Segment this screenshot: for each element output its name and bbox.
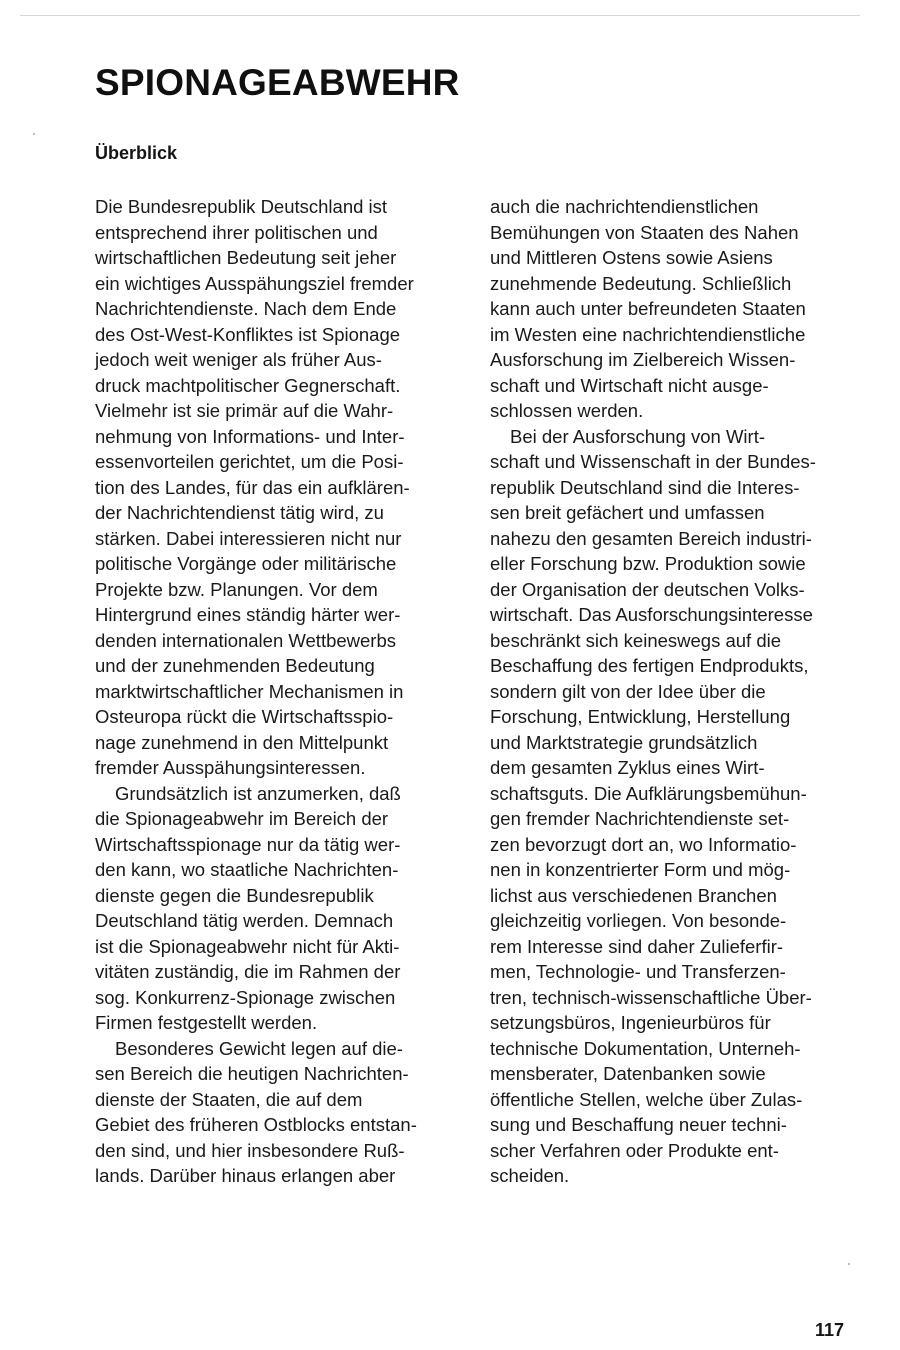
- text-line: dienste der Staaten, die auf dem: [95, 1088, 363, 1110]
- text-line: Bei der Ausforschung von Wirt-: [510, 425, 765, 447]
- text-line: lands. Darüber hinaus erlangen aber: [95, 1165, 396, 1186]
- text-line: sung und Beschaffung neuer techni-: [490, 1114, 787, 1135]
- text-line: kann auch unter befreundeten Staaten: [490, 298, 806, 319]
- text-line: der Nachrichtendienst tätig wird, zu: [95, 502, 384, 523]
- text-line: des Ost-West-Konfliktes ist Spionage: [95, 323, 401, 345]
- text-line: Ausforschung im Zielbereich Wissen-: [490, 349, 796, 370]
- text-line: nage zunehmend in den Mittelpunkt: [95, 731, 389, 753]
- text-line: Gebiet des früheren Ostblocks entstan-: [95, 1114, 417, 1135]
- text-line: und Mittleren Ostens sowie Asiens: [490, 247, 773, 268]
- right-text-column: [490, 194, 870, 1189]
- text-line: nen in konzentrierter Form und mög-: [490, 859, 791, 880]
- text-line: tren, technisch-wissenschaftliche Über-: [490, 986, 812, 1008]
- text-line: schaftsguts. Die Aufklärungsbemühun-: [490, 782, 807, 804]
- text-line: vitäten zuständig, die im Rahmen der: [95, 961, 401, 982]
- text-line: schlossen werden.: [490, 400, 644, 421]
- text-line: entsprechend ihrer politischen und: [95, 221, 378, 243]
- text-line: den sind, und hier insbesondere Ruß-: [95, 1139, 405, 1161]
- text-line: sog. Konkurrenz-Spionage zwischen: [95, 986, 396, 1008]
- text-line: auch die nachrichtendienstlichen: [490, 196, 759, 217]
- text-line: nahezu den gesamten Bereich industri-: [490, 527, 812, 549]
- text-line: wirtschaftlichen Bedeutung seit jeher: [95, 247, 397, 268]
- text-line: dienste gegen die Bundesrepublik: [95, 884, 374, 906]
- text-line: fremder Ausspähungsinteressen.: [95, 757, 366, 778]
- text-line: denden internationalen Wettbewerbs: [95, 629, 397, 651]
- text-line: mensberater, Datenbanken sowie: [490, 1063, 766, 1084]
- text-line: tion des Landes, für das ein aufklären-: [95, 476, 410, 498]
- text-line: lichst aus verschiedenen Branchen: [490, 884, 777, 906]
- text-line: sondern gilt von der Idee über die: [490, 680, 766, 702]
- left-text-column: [95, 194, 475, 1189]
- text-line: technische Dokumentation, Unterneh-: [490, 1037, 801, 1059]
- text-line: sen breit gefächert und umfassen: [490, 502, 765, 523]
- text-line: ist die Spionageabwehr nicht für Akti-: [95, 935, 400, 957]
- text-line: Osteuropa rückt die Wirtschaftsspio-: [95, 706, 394, 727]
- text-line: men, Technologie- und Transferzen-: [490, 961, 786, 982]
- text-line: rem Interesse sind daher Zulieferfir-: [490, 935, 784, 957]
- text-line: druck machtpolitischer Gegnerschaft.: [95, 374, 401, 396]
- text-line: nehmung von Informations- und Inter-: [95, 425, 405, 447]
- text-line: Grundsätzlich ist anzumerken, daß: [115, 782, 401, 804]
- text-line: gleichzeitig vorliegen. Von besonde-: [490, 910, 787, 931]
- text-line: Wirtschaftsspionage nur da tätig wer-: [95, 833, 401, 855]
- text-line: Nachrichtendienste. Nach dem Ende: [95, 298, 397, 319]
- text-line: schaft und Wirtschaft nicht ausge-: [490, 374, 769, 396]
- text-line: Besonderes Gewicht legen auf die-: [115, 1037, 403, 1059]
- scan-speck: [848, 1263, 850, 1265]
- text-line: wirtschaft. Das Ausforschungsinteresse: [490, 604, 813, 625]
- text-line: essenvorteilen gerichtet, um die Posi-: [95, 451, 404, 472]
- scan-speck: [33, 133, 35, 135]
- text-line: setzungsbüros, Ingenieurbüros für: [490, 1012, 771, 1033]
- top-rule: [20, 15, 860, 16]
- text-line: stärken. Dabei interessieren nicht nur: [95, 527, 402, 549]
- text-line: im Westen eine nachrichtendienstliche: [490, 323, 806, 345]
- page-number: 117: [815, 1320, 845, 1340]
- text-line: die Spionageabwehr im Bereich der: [95, 808, 389, 829]
- text-line: zen bevorzugt dort an, wo Informatio-: [490, 833, 797, 855]
- text-line: der Organisation der deutschen Volks-: [490, 578, 805, 600]
- text-line: sen Bereich die heutigen Nachrichten-: [95, 1063, 409, 1084]
- text-line: beschränkt sich keineswegs auf die: [490, 629, 782, 651]
- page-title: SPIONAGEABWEHR: [95, 62, 460, 103]
- text-line: scheiden.: [490, 1165, 570, 1186]
- text-line: den kann, wo staatliche Nachrichten-: [95, 859, 399, 880]
- text-line: Die Bundesrepublik Deutschland ist: [95, 196, 388, 217]
- text-line: Forschung, Entwicklung, Herstellung: [490, 706, 791, 727]
- text-line: Projekte bzw. Planungen. Vor dem: [95, 578, 378, 600]
- section-heading: Überblick: [95, 143, 178, 163]
- text-line: scher Verfahren oder Produkte ent-: [490, 1139, 779, 1161]
- text-line: Bemühungen von Staaten des Nahen: [490, 221, 799, 243]
- text-line: Hintergrund eines ständig härter wer-: [95, 604, 401, 625]
- text-line: Vielmehr ist sie primär auf die Wahr-: [95, 400, 394, 421]
- text-line: Beschaffung des fertigen Endprodukts,: [490, 655, 809, 676]
- text-line: Firmen festgestellt werden.: [95, 1012, 318, 1033]
- text-line: und Marktstrategie grundsätzlich: [490, 731, 758, 753]
- text-line: jedoch weit weniger als früher Aus-: [95, 349, 382, 370]
- text-line: zunehmende Bedeutung. Schließlich: [490, 272, 792, 294]
- text-line: Deutschland tätig werden. Demnach: [95, 910, 394, 931]
- text-line: und der zunehmenden Bedeutung: [95, 655, 375, 676]
- text-line: ein wichtiges Ausspähungsziel fremder: [95, 272, 414, 294]
- text-line: republik Deutschland sind die Interes-: [490, 476, 800, 498]
- text-line: dem gesamten Zyklus eines Wirt-: [490, 757, 765, 778]
- text-line: gen fremder Nachrichtendienste set-: [490, 808, 790, 829]
- text-line: marktwirtschaftlicher Mechanismen in: [95, 680, 404, 702]
- text-line: politische Vorgänge oder militärische: [95, 553, 397, 574]
- text-line: schaft und Wissenschaft in der Bundes-: [490, 451, 816, 472]
- text-line: öffentliche Stellen, welche über Zulas-: [490, 1088, 803, 1110]
- text-line: eller Forschung bzw. Produktion sowie: [490, 553, 806, 574]
